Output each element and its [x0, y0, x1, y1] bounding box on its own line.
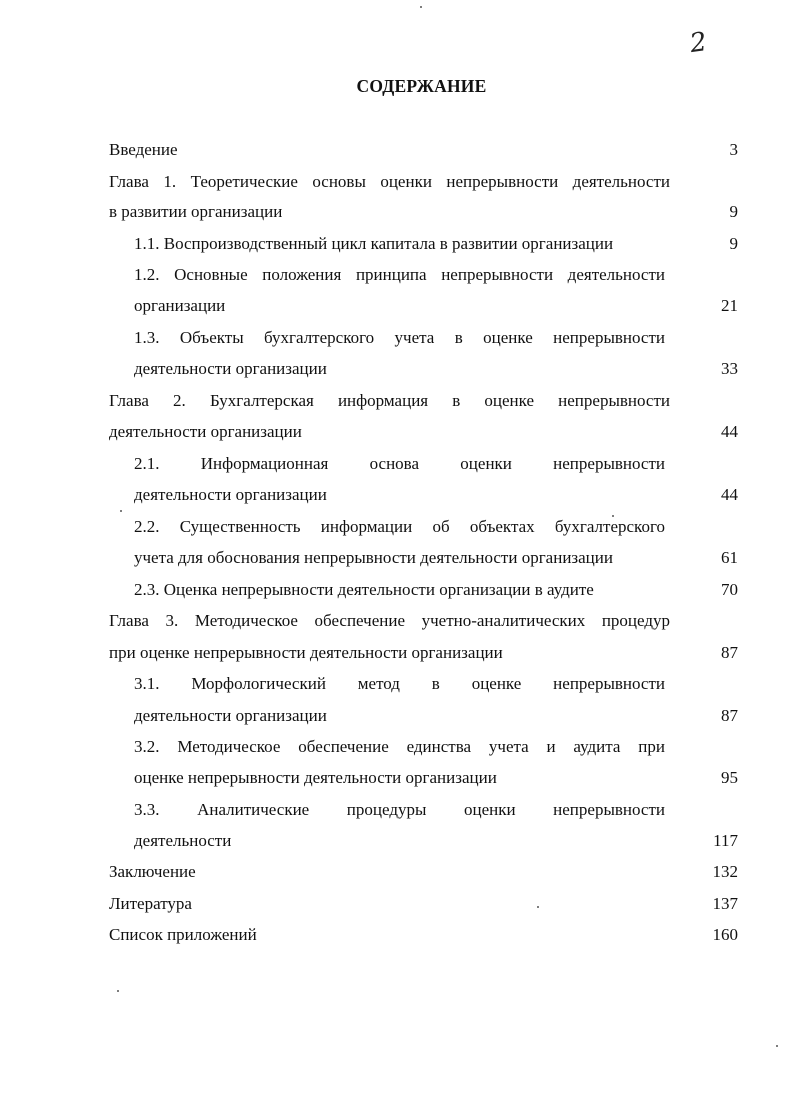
toc-entry-title: 1.2. Основные положения принципа непрерывности деятельности — [134, 265, 665, 284]
toc-entry-page: 117 — [713, 831, 738, 850]
toc-entry-page: 87 — [721, 643, 738, 662]
toc-entry-title-cont: оценке непрерывности деятельности организации — [134, 768, 497, 787]
toc-entry-title: 2.1. Информационная основа оценки непрерывности — [134, 454, 665, 473]
scan-speck — [420, 6, 422, 8]
toc-entry-title: 3.2. Методическое обеспечение единства учета и аудита при — [134, 737, 665, 756]
toc-entry-page: 70 — [721, 580, 738, 599]
toc-entry-title: Литература — [109, 894, 192, 913]
toc-entry-title-cont: деятельности — [134, 831, 232, 850]
scan-speck — [537, 906, 539, 908]
toc-entry-title: 3.1. Морфологический метод в оценке непрерывности — [134, 674, 665, 693]
toc-entry-title-cont: деятельности организации — [109, 422, 302, 441]
scan-speck — [117, 990, 119, 992]
toc-entry-page: 87 — [721, 706, 738, 725]
toc-entry-title: Введение — [109, 140, 178, 159]
toc-entry-page: 44 — [721, 422, 738, 441]
toc-entry-page: 44 — [721, 485, 738, 504]
handwritten-page-number: 2 — [687, 26, 709, 60]
toc-entry-page: 137 — [712, 894, 738, 913]
scan-speck — [776, 1045, 778, 1047]
toc-entry-page: 132 — [712, 862, 738, 881]
toc-entry-title: 1.3. Объекты бухгалтерского учета в оценке непрерывности — [134, 328, 665, 347]
toc-entry-title: Список приложений — [109, 925, 257, 944]
toc-entry-page: 61 — [721, 548, 738, 567]
toc-entry-title: 2.3. Оценка непрерывности деятельности организации в аудите — [134, 580, 594, 599]
toc-entry-title: 3.3. Аналитические процедуры оценки непрерывности — [134, 800, 665, 819]
toc-entry-page: 3 — [729, 140, 738, 159]
toc-entry-page: 33 — [721, 359, 738, 378]
toc-entry-title — [109, 170, 670, 194]
toc-entry-page: 21 — [721, 296, 738, 315]
toc-line-text: Глава 1. Теоретические основы оценки непрерывности деятельности — [109, 172, 670, 191]
page-title: СОДЕРЖАНИЕ — [356, 76, 487, 96]
toc-entry-title-cont: организации — [134, 296, 226, 315]
toc-entry-title-cont: при оценке непрерывности деятельности организации — [109, 643, 503, 662]
toc-entry-page: 95 — [721, 768, 738, 787]
scan-speck — [120, 510, 122, 512]
toc-entry-title-cont: учета для обоснования непрерывности деятельности организации — [134, 548, 613, 567]
toc-entry-page: 9 — [729, 234, 738, 253]
toc-entry-title: Заключение — [109, 862, 196, 881]
toc-entry-title: Глава 3. Методическое обеспечение учетно-аналитических процедур — [109, 611, 670, 630]
toc-entry-page: 160 — [712, 925, 738, 944]
toc-entry-title-cont: деятельности организации — [134, 706, 327, 725]
scan-speck — [612, 515, 614, 517]
toc-entry-title: 2.2. Существенность информации об объектах бухгалтерского — [134, 517, 665, 536]
toc-entry-title-cont: деятельности организации — [134, 485, 327, 504]
toc-entry-title: Глава 2. Бухгалтерская информация в оценке непрерывности — [109, 391, 670, 410]
toc-entry-title-cont: деятельности организации — [134, 359, 327, 378]
toc-entry-title: 1.1. Воспроизводственный цикл капитала в развитии организации — [134, 234, 614, 253]
toc-entry-title-cont: в развитии организации — [109, 202, 283, 221]
toc-entry-page: 9 — [729, 202, 738, 221]
